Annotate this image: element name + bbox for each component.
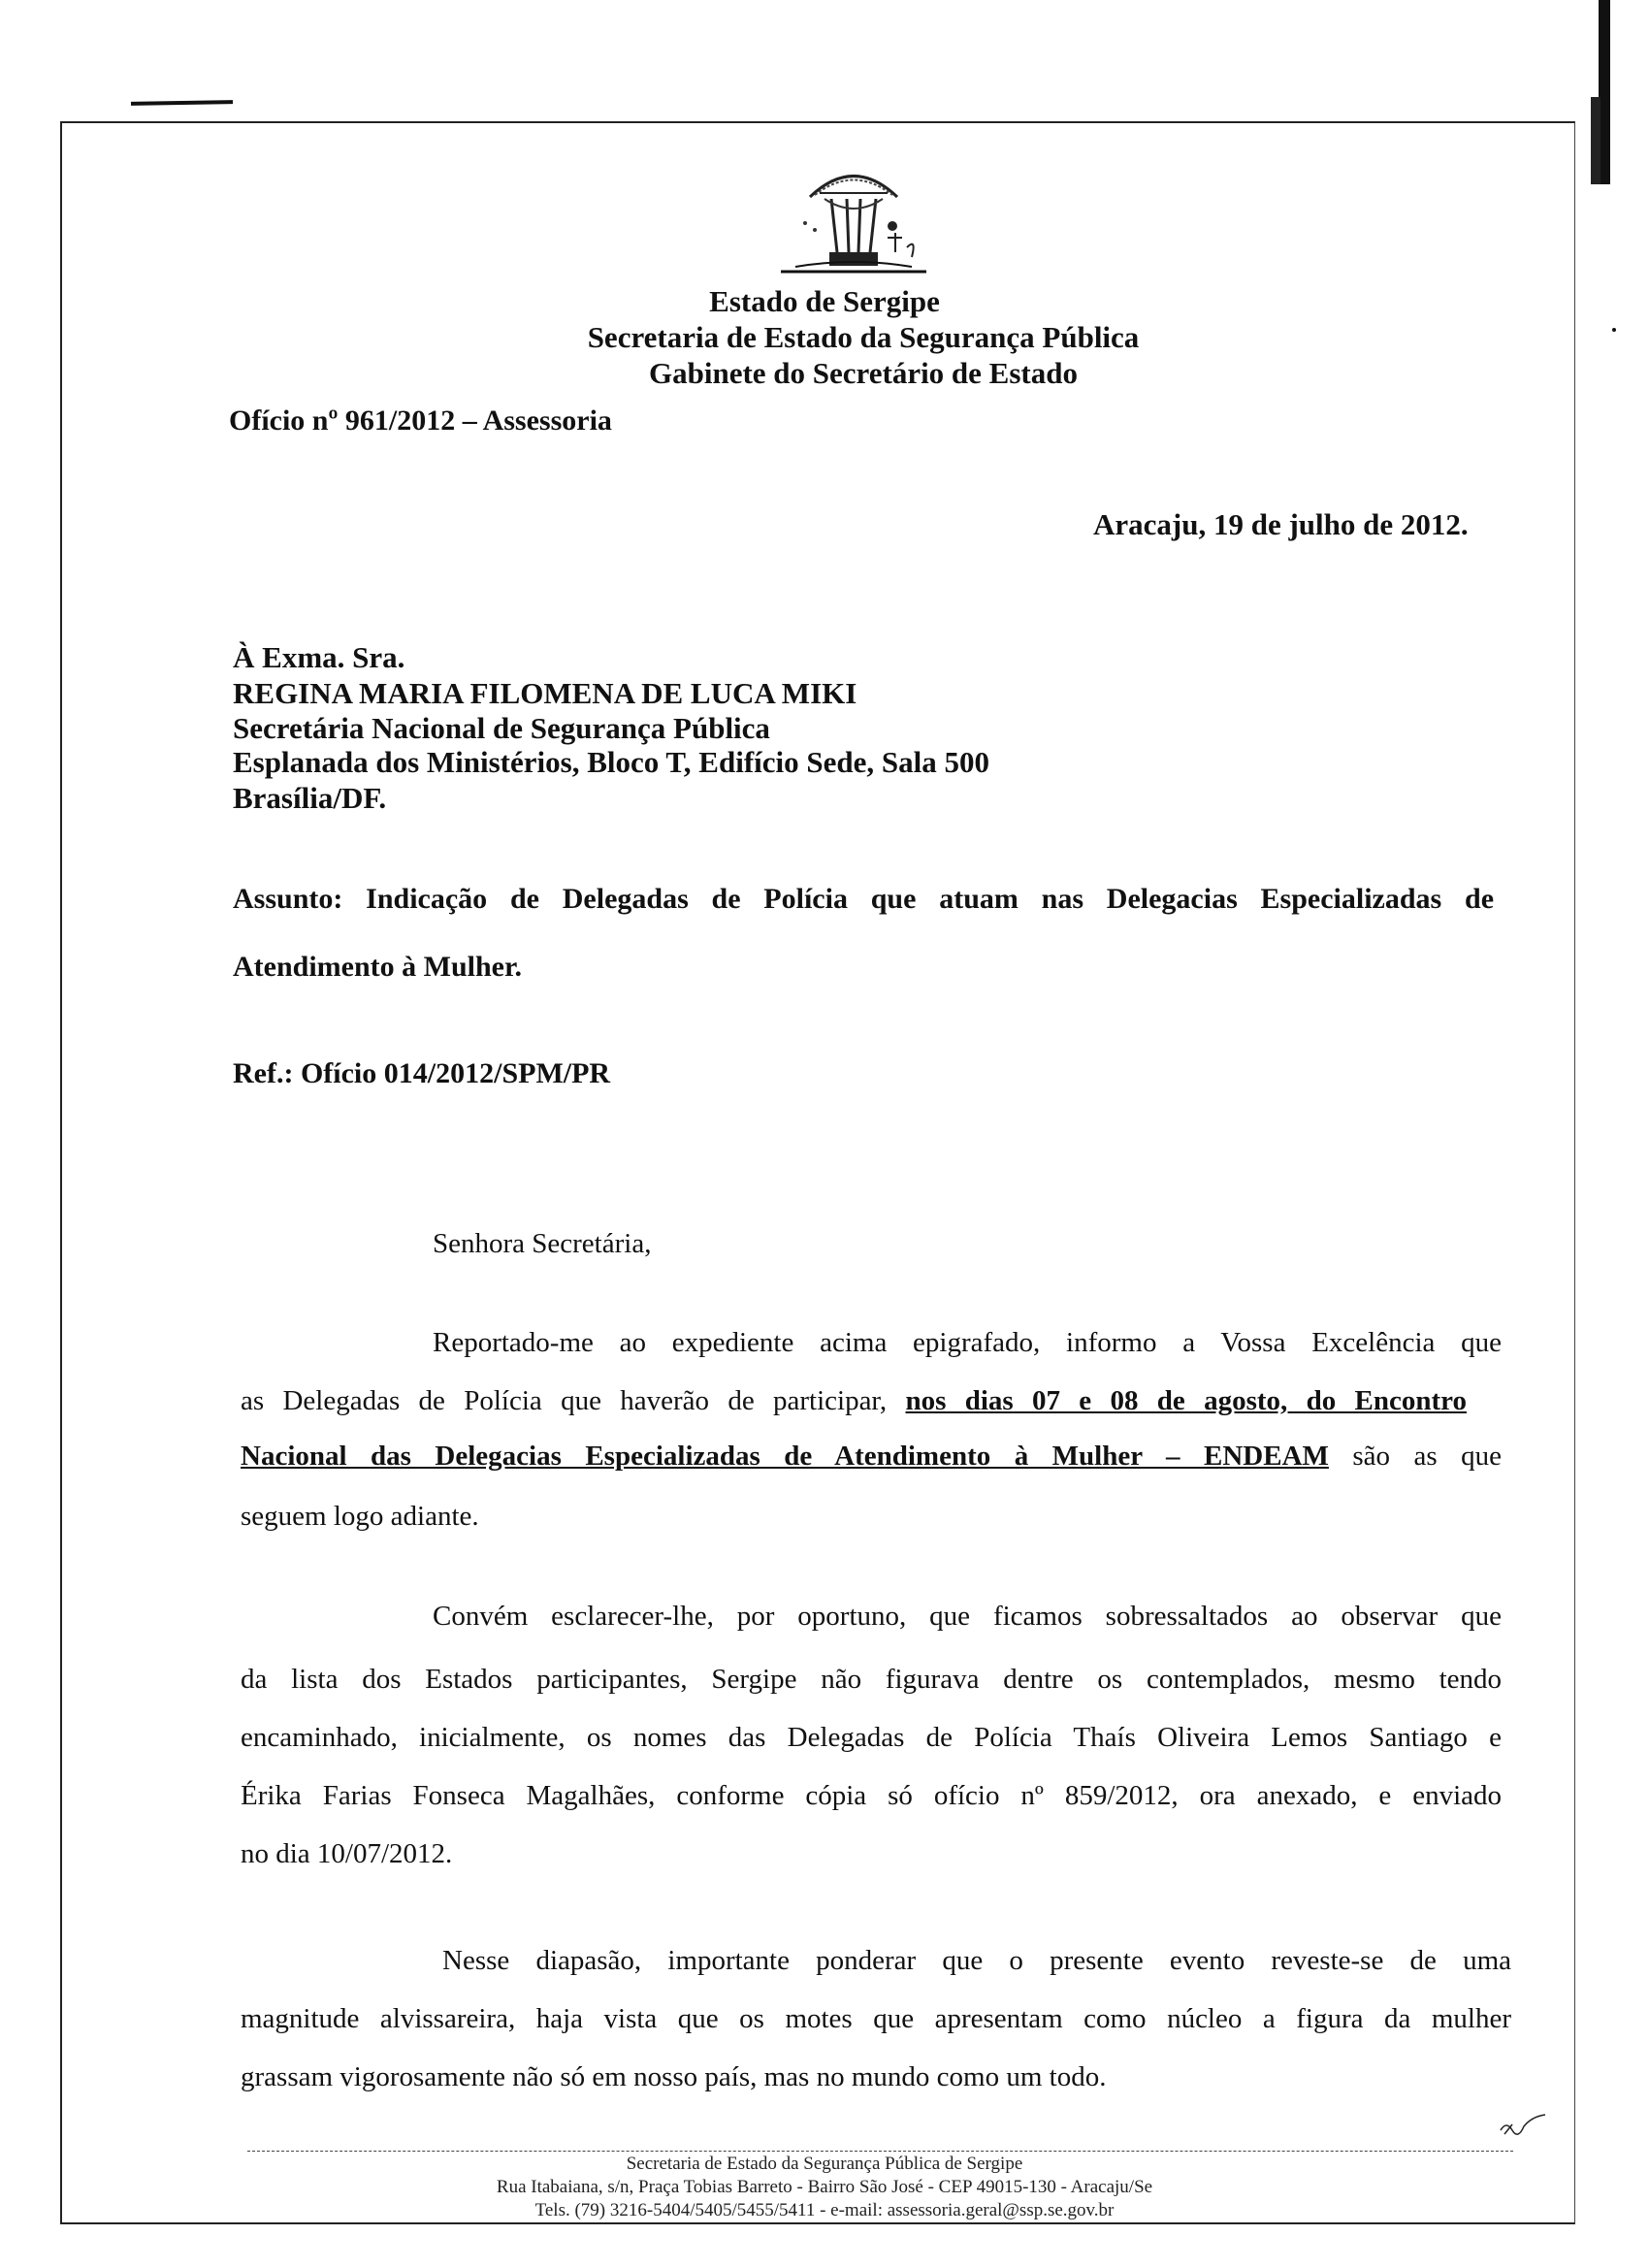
paragraph1-event-name: Nacional das Delegacias Especializadas de Atendimento à Mulher – ENDEAM xyxy=(241,1441,1329,1472)
addressee-name: REGINA MARIA FILOMENA DE LUCA MIKI xyxy=(233,676,857,710)
addressee-salutation: À Exma. Sra. xyxy=(233,640,405,674)
paragraph1-line3 xyxy=(241,1441,1502,1473)
subject-line-2: Atendimento à Mulher. xyxy=(233,951,523,983)
paragraph3-line1: Nesse diapasão, importante ponderar que o presente evento reveste-se de uma xyxy=(442,1945,1511,1976)
paragraph2-line2: da lista dos Estados participantes, Sergipe não figurava dentre os contemplados, mesmo tendo xyxy=(241,1664,1502,1695)
scan-artifact-edge-2 xyxy=(1591,97,1600,184)
addressee-city: Brasília/DF. xyxy=(233,781,387,815)
addressee-address: Esplanada dos Ministérios, Bloco T, Edifício Sede, Sala 500 xyxy=(233,745,989,779)
coat-of-arms-icon xyxy=(771,160,936,286)
paragraph2-line5: no dia 10/07/2012. xyxy=(241,1838,453,1869)
paragraph1-line3-plain: são as que xyxy=(1352,1441,1502,1472)
paragraph2-line1: Convém esclarecer-lhe, por oportuno, que ficamos sobressaltados ao observar que xyxy=(433,1601,1502,1632)
subject-label: Assunto: xyxy=(233,883,343,915)
paragraph2-line3: encaminhado, inicialmente, os nomes das Delegadas de Polícia Thaís Oliveira Lemos Santiago e xyxy=(241,1722,1502,1753)
office-reference: Ofício nº 961/2012 – Assessoria xyxy=(229,405,612,437)
footer-line-2: Rua Itabaiana, s/n, Praça Tobias Barreto - Bairro São José - CEP 49015-130 - Aracaju/Se xyxy=(496,2177,1153,2197)
paragraph3-line3: grassam vigorosamente não só em nosso país, mas no mundo como um todo. xyxy=(241,2061,1107,2092)
greeting: Senhora Secretária, xyxy=(433,1228,652,1259)
paragraph2-line4: Érika Farias Fonseca Magalhães, conforme cópia só ofício nº 859/2012, ora anexado, e enviado xyxy=(241,1780,1502,1811)
reference-line: Ref.: Ofício 014/2012/SPM/PR xyxy=(233,1057,611,1089)
paragraph1-line2 xyxy=(241,1385,1467,1417)
paragraph1-line2-plain: as Delegadas de Polícia que haverão de participar, xyxy=(241,1385,888,1416)
header-secretariat: Secretaria de Estado da Segurança Pública xyxy=(587,320,1140,354)
paragraph1-event-dates: nos dias 07 e 08 de agosto, do Encontro xyxy=(905,1385,1467,1416)
subject-line-1 xyxy=(233,883,1494,916)
footer-line-1: Secretaria de Estado da Segurança Pública de Sergipe xyxy=(626,2154,1023,2174)
scan-artifact-line xyxy=(131,100,233,106)
paragraph1-line4: seguem logo adiante. xyxy=(241,1501,479,1532)
footer-separator xyxy=(247,2151,1513,2153)
paragraph3-line2: magnitude alvissareira, haja vista que os motes que apresentam como núcleo a figura da mulher xyxy=(241,2003,1511,2034)
header-state: Estado de Sergipe xyxy=(709,284,940,318)
footer-line-3: Tels. (79) 3216-5404/5405/5455/5411 - e-mail: assessoria.geral@ssp.se.gov.br xyxy=(534,2200,1115,2220)
paragraph1-line1: Reportado-me ao expediente acima epigrafado, informo a Vossa Excelência que xyxy=(433,1327,1502,1358)
place-date: Aracaju, 19 de julho de 2012. xyxy=(1093,507,1469,541)
initials-mark-icon xyxy=(1499,2113,1547,2142)
subject-text-1: Indicação de Delegadas de Polícia que atuam nas Delegacias Especializadas de xyxy=(366,883,1495,915)
header-cabinet: Gabinete do Secretário de Estado xyxy=(648,356,1078,390)
addressee-title: Secretária Nacional de Segurança Pública xyxy=(233,711,770,745)
